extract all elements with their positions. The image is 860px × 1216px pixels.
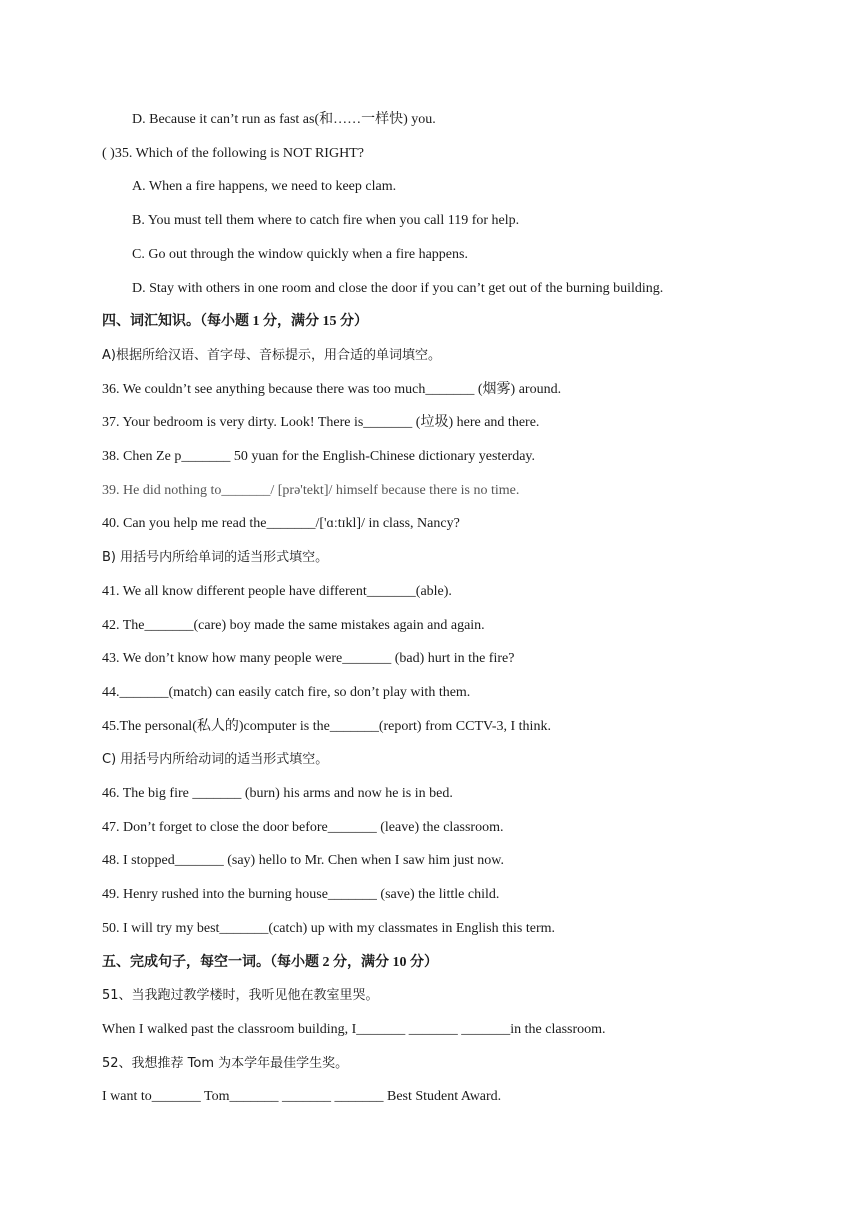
document-line: I want to_______ Tom_______ _______ _______ Best Student Award. xyxy=(102,1089,502,1105)
document-line: 42. The_______(care) boy made the same mistakes again and again. xyxy=(102,617,485,633)
document-line: 40. Can you help me read the_______/['ɑːtɪkl]/ in class, Nancy? xyxy=(102,516,460,532)
document-line: A)根据所给汉语、首字母、音标提示，用合适的单词填空。 xyxy=(102,347,441,363)
document-line: C) 用括号内所给动词的适当形式填空。 xyxy=(102,752,329,768)
document-line: 51、当我跑过教学楼时，我听见他在教室里哭。 xyxy=(102,988,379,1004)
document-line: D. Stay with others in one room and close the door if you can’t get out of the burning building. xyxy=(132,280,664,296)
document-line: 52、我想推荐 Tom 为本学年最佳学生奖。 xyxy=(102,1055,349,1071)
document-line: 48. I stopped_______ (say) hello to Mr. Chen when I saw him just now. xyxy=(102,853,504,869)
document-line: 36. We couldn’t see anything because there was too much_______ (烟雾) around. xyxy=(102,381,562,397)
document-line: When I walked past the classroom building, I_______ _______ _______in the classroom. xyxy=(102,1021,606,1037)
document-line: 44._______(match) can easily catch fire, so don’t play with them. xyxy=(102,684,471,700)
document-line: 五、完成句子，每空一词。（每小题 2 分，满分 10 分） xyxy=(102,954,438,970)
document-line: D. Because it can’t run as fast as(和……一样快) you. xyxy=(132,112,436,127)
document-line: 38. Chen Ze p_______ 50 yuan for the English-Chinese dictionary yesterday. xyxy=(102,449,535,464)
document-line: 50. I will try my best_______(catch) up with my classmates in English this term. xyxy=(102,920,555,936)
document-line: ( )35. Which of the following is NOT RIGHT? xyxy=(102,145,364,161)
document-line: 49. Henry rushed into the burning house_______ (save) the little child. xyxy=(102,887,500,903)
document-line: 39. He did nothing to_______/ [prə'tekt]/ himself because there is no time. xyxy=(102,482,520,498)
document-line: C. Go out through the window quickly when a fire happens. xyxy=(132,246,468,262)
document-line: 43. We don’t know how many people were_______ (bad) hurt in the fire? xyxy=(102,651,515,667)
document-line: 41. We all know different people have different_______(able). xyxy=(102,583,452,599)
document-line: B) 用括号内所给单词的适当形式填空。 xyxy=(102,550,329,566)
document-line: 四、词汇知识。（每小题 1 分，满分 15 分） xyxy=(102,314,368,330)
document-line: 47. Don’t forget to close the door before_______ (leave) the classroom. xyxy=(102,819,504,835)
document-line: A. When a fire happens, we need to keep clam. xyxy=(132,179,397,195)
document-line: 37. Your bedroom is very dirty. Look! There is_______ (垃圾) here and there. xyxy=(102,415,540,431)
document-line: B. You must tell them where to catch fire when you call 119 for help. xyxy=(132,213,520,229)
document-line: 46. The big fire _______ (burn) his arms and now he is in bed. xyxy=(102,786,453,801)
document-line: 45.The personal(私人的)computer is the_______(report) from CCTV-3, I think. xyxy=(102,718,551,734)
